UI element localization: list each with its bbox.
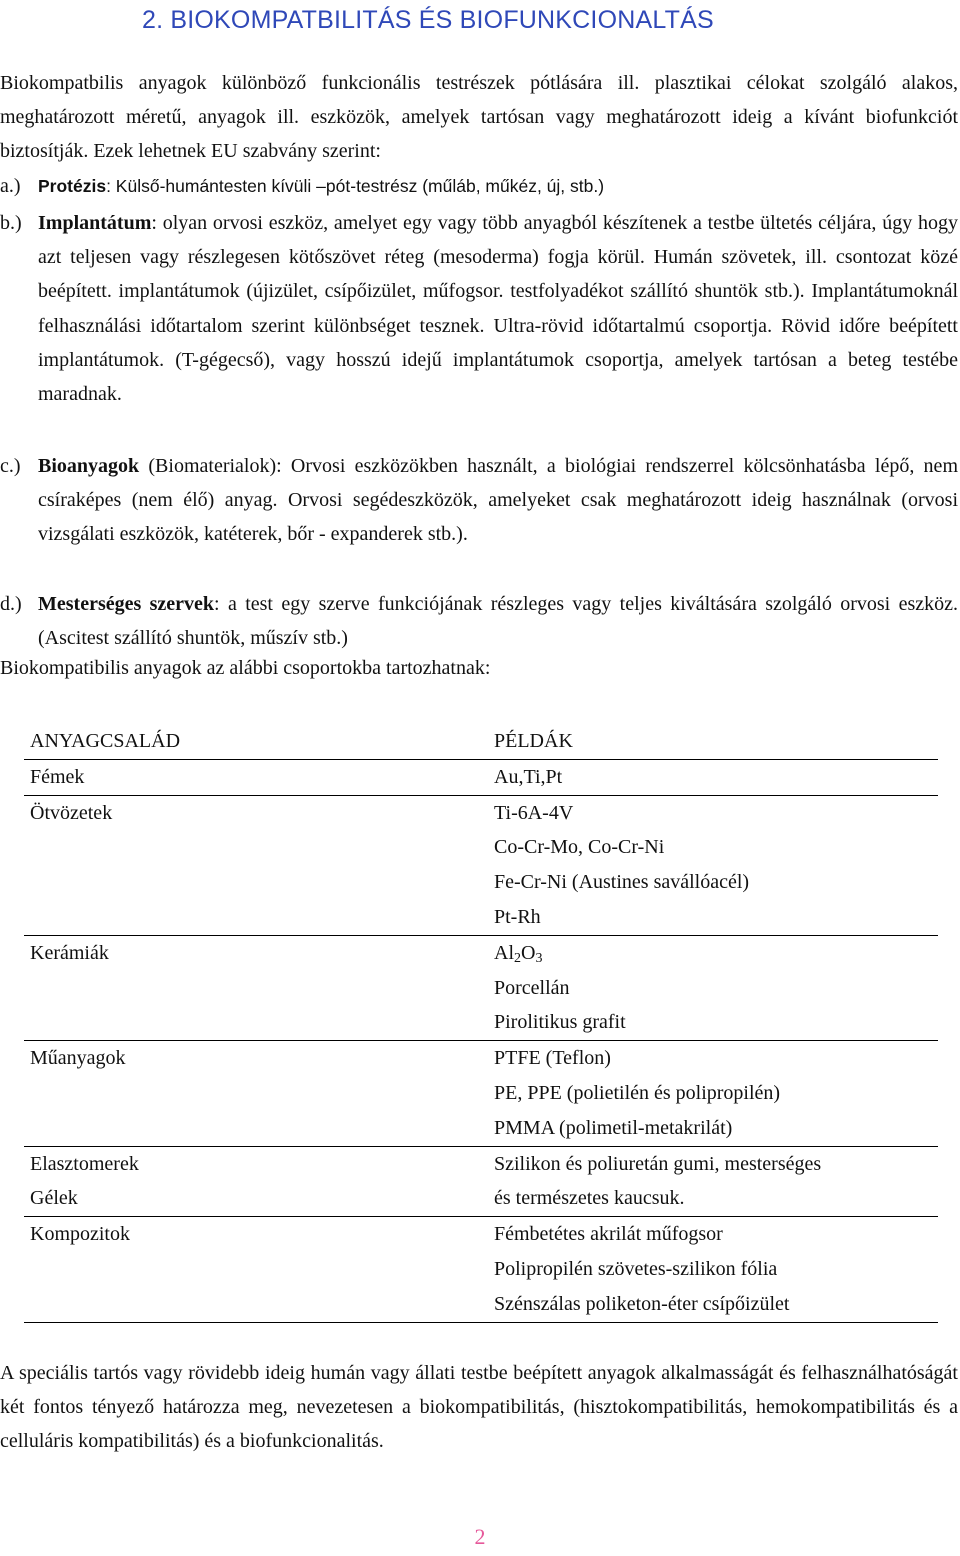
family-name: Kerámiák (30, 941, 109, 964)
item-label: d.) (0, 593, 22, 615)
item-text: : a test egy szerve funkciójának részleges vagy teljes kiváltására szolgáló orvosi eszköz.(Ascitest szállító shuntök, műszív stb.) (38, 593, 958, 650)
example: Fémbetétes akrilát műfogsor (494, 1223, 723, 1246)
example: Szénszálas poliketon-éter csípőizület (494, 1292, 790, 1315)
table-header-row (24, 722, 938, 759)
item-term: Protézis (38, 176, 107, 196)
item-term: Implantátum (38, 212, 152, 234)
example-formula: $Al_2O_3$ (494, 941, 543, 966)
example: Szilikon és poliuretán gumi, mesterséges (494, 1152, 822, 1175)
family-name: Fémek (30, 765, 85, 788)
header-family: ANYAGCSALÁD (24, 722, 488, 759)
item-text: : Külső-humántesten kívüli –pót-testrész (műláb, műkéz, új, stb.) (106, 176, 605, 196)
example: Porcellán (494, 976, 570, 999)
definition-item-b (0, 206, 958, 411)
table-row (24, 1041, 938, 1146)
example: PMMA (polimetil-metakrilát) (494, 1116, 733, 1139)
item-term: Bioanyagok (38, 455, 140, 477)
page-number: 2 (474, 1524, 486, 1549)
item-text: : olyan orvosi eszköz, amelyet egy vagy több anyagból készítenek a testbe ültetés céljára, úgy hogy azt teljesen vagy részlegesen kötőszövet réteg (mesoderma) fogja körül. Humán szövetek, ill. csontozat közé beépített. implantátumok (újizület, csípőizület, műfogsor. testfolyadékot szállító shuntök stb.). Implantátumoknál felhasználási időtartalom szerint különbséget tesznek. Ultra-rövid időtartalmú csoportja. Rövid időre beépített implantátumok. (T-gégecső), vagy hosszú idejű implantátumok csoportja, amelyek tartósan a beteg testébe maradnak. (38, 212, 958, 406)
family-name: Ötvözetek (30, 801, 113, 824)
definition-item-c (0, 449, 958, 552)
section-heading: 2. BIOKOMPATBILITÁS ÉS BIOFUNKCIONALTÁS (142, 6, 714, 34)
example: Fe-Cr-Ni (Austines savállóacél) (494, 871, 750, 894)
header-examples: PÉLDÁK (488, 722, 938, 759)
example: PTFE (Teflon) (494, 1047, 611, 1070)
table-caption: Biokompatibilis anyagok az alábbi csoportokba tartozhatnak: (0, 657, 491, 679)
example: Pt-Rh (494, 905, 541, 928)
table-row (24, 795, 938, 935)
example: PE, PPE (polietilén és polipropilén) (494, 1081, 781, 1104)
table-row (24, 759, 938, 795)
item-text: (Biomaterialok): Orvosi eszközökben használt, a biológiai rendszerrel kölcsönhatásba lépő, nem csíraképes (nem élő) anyag. Orvosi segédeszközök, amelyeket csak meghatározott ideig használnak (orvosi vizsgálati eszközök, katéterek, bőr - expanderek stb.). (38, 455, 958, 546)
item-label: b.) (0, 212, 22, 234)
table-row (24, 1217, 938, 1322)
family-name: Elasztomerek (30, 1152, 139, 1175)
material-groups-table (24, 722, 938, 1323)
family-name: Gélek (30, 1187, 78, 1210)
example: Ti-6A-4V (494, 801, 574, 824)
closing-paragraph: A speciális tartós vagy rövidebb ideig humán vagy állati testbe beépített anyagok alkalmasságát és felhasználhatóságát két fontos tényező határozza meg, nevezetesen a biokompatibilitás, (hisztokompatibilitás, hemokompatibilitás és a celluláris kompatibilitás) és a biofunkcionalitás. (0, 1362, 958, 1453)
family-name: Műanyagok (30, 1047, 126, 1070)
example: Co-Cr-Mo, Co-Cr-Ni (494, 836, 665, 859)
item-label: c.) (0, 455, 21, 477)
intro-paragraph: Biokompatbilis anyagok különböző funkcionális testrészek pótlására ill. plasztikai célokat szolgáló alakos, meghatározott méretű, anyagok ill. eszközök, amelyek tartósan vagy meghatározott ideig a kívánt biofunkciót biztosítják. Ezek lehetnek EU szabvány szerint: (0, 72, 958, 163)
item-term: Mesterséges szervek (38, 593, 215, 615)
table-row (24, 935, 938, 1040)
definition-item-d (0, 587, 958, 655)
item-label: a.) (0, 175, 21, 197)
example: Au,Ti,Pt (494, 765, 563, 788)
family-name: Kompozitok (30, 1223, 130, 1246)
table-row (24, 1146, 938, 1217)
example: Pirolitikus grafit (494, 1011, 626, 1034)
definition-item-a (0, 169, 958, 203)
example: Polipropilén szövetes-szilikon fólia (494, 1257, 778, 1280)
example: és természetes kaucsuk. (494, 1187, 685, 1210)
